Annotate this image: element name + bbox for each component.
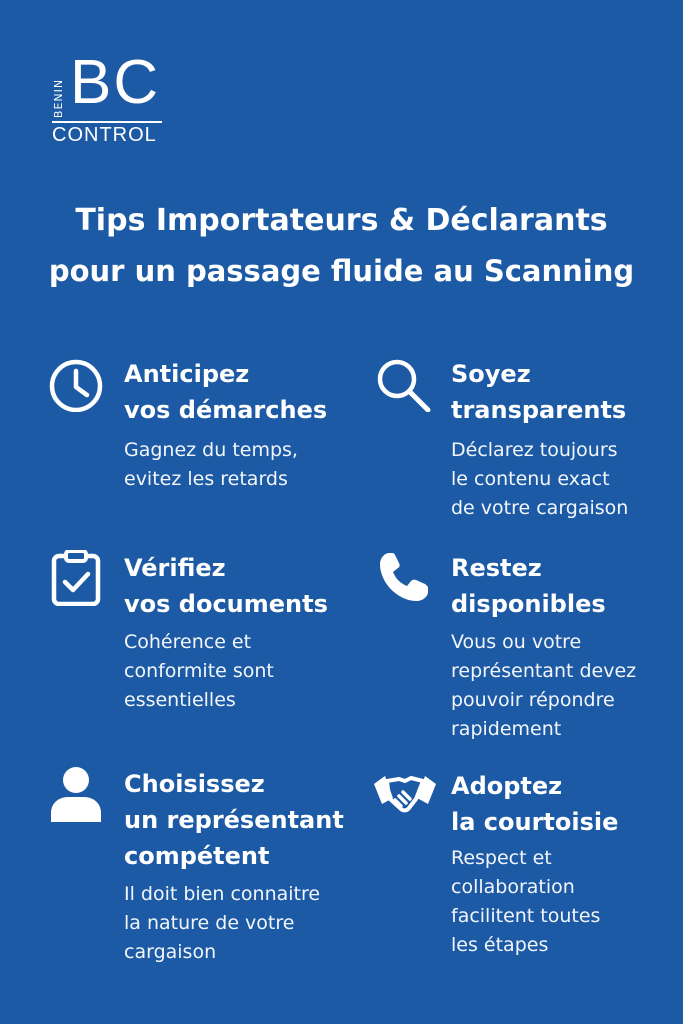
- user-icon: [48, 766, 104, 822]
- tip-description: Déclarez toujours le contenu exact de votre cargaison: [451, 439, 629, 519]
- handshake-icon: [373, 768, 437, 824]
- clipboard-check-icon: [48, 550, 104, 606]
- tip-description: Gagnez du temps, evitez les retards: [124, 439, 298, 490]
- tip-description: Respect et collaboration facilitent toutes les étapes: [451, 847, 601, 956]
- tip-title: Soyez transparents: [451, 360, 627, 424]
- magnifier-icon: [375, 356, 431, 412]
- tip-title: Choisissez un représentant compétent: [124, 770, 344, 870]
- tip-title: Restez disponibles: [451, 554, 606, 618]
- page-subtitle: pour un passage fluide au Scanning: [48, 254, 635, 288]
- logo-letters: BC: [70, 48, 161, 117]
- tip-title: Adoptez la courtoisie: [451, 772, 619, 836]
- tip-description: Cohérence et conformite sont essentielles: [124, 631, 274, 711]
- benin-bc-control-logo: [48, 48, 168, 146]
- clock-icon: [48, 356, 104, 412]
- logo-subtitle: CONTROL: [52, 124, 157, 146]
- phone-icon: [375, 550, 431, 606]
- tip-description: Vous ou votre représentant devez pouvoir répondre rapidement: [451, 631, 637, 740]
- logo-divider: [52, 121, 162, 123]
- tip-title: Anticipez vos démarches: [124, 360, 328, 424]
- tip-title: Vérifiez vos documents: [124, 554, 328, 618]
- page-title: Tips Importateurs & Déclarants: [75, 203, 608, 238]
- tip-description: Il doit bien connaitre la nature de votre cargaison: [124, 883, 321, 963]
- logo-side-text: BENIN: [52, 78, 66, 119]
